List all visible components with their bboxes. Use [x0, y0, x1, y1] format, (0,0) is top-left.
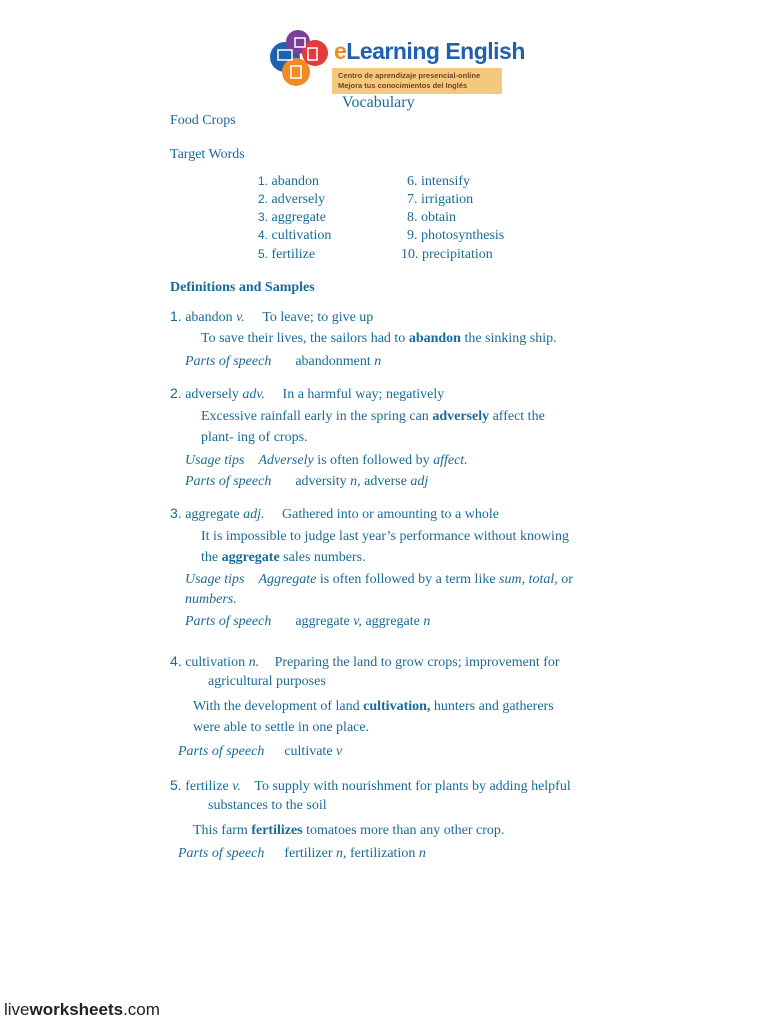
target-word-7: 7. irrigation [407, 192, 474, 207]
entry-4-sample-line2: were able to settle in one place. [193, 720, 370, 735]
entry-1-headline: 1. abandon v. To leave; to give up [170, 308, 374, 325]
entry-4-parts: Parts of speech cultivate v [178, 744, 343, 759]
entry-5-sample: This farm fertilizes tomatoes more than any other crop. [193, 823, 505, 838]
target-words-heading: Target Words [170, 147, 245, 162]
entry-3-usage-line2: numbers. [185, 592, 237, 607]
target-word-5: 5. fertilize [258, 247, 316, 262]
definitions-heading: Definitions and Samples [170, 280, 315, 295]
logo-tagline-2: Mejora tus conocimientos del Inglés [338, 81, 468, 90]
entry-5-headline: 5. fertilize v. To supply with nourishment for plants by adding helpful [170, 777, 571, 794]
logo-devices-icon [274, 34, 328, 84]
target-word-1: 1. abandon [258, 174, 319, 189]
target-word-2: 2. adversely [258, 192, 326, 207]
entry-4-sample-line1: With the development of land cultivation, hunters and gatherers [193, 699, 554, 714]
topic-label: Food Crops [170, 113, 236, 128]
page-title: Vocabulary [342, 94, 415, 111]
entry-2-sample-line1: Excessive rainfall early in the spring can adversely affect the [201, 409, 545, 424]
entry-3-sample-line2: the aggregate sales numbers. [201, 550, 366, 565]
target-word-4: 4. cultivation [258, 228, 332, 243]
entry-3-usage: Usage tips Aggregate is often followed by a term like sum, total, or [185, 572, 573, 587]
entry-2-usage: Usage tips Adversely is often followed by affect. [185, 453, 468, 468]
elearning-english-logo [266, 28, 525, 96]
target-word-9: 9. photosynthesis [407, 228, 505, 243]
target-word-6: 6. intensify [407, 174, 470, 189]
entry-2-parts: Parts of speech adversity n, adverse adj [185, 474, 429, 489]
entry-5-definition-line2: substances to the soil [208, 798, 327, 813]
entry-3-headline: 3. aggregate adj. Gathered into or amounting to a whole [170, 505, 499, 522]
entry-1-sample: To save their lives, the sailors had to abandon the sinking ship. [201, 331, 557, 346]
logo-tagline-1: Centro de aprendizaje presencial-online [338, 71, 481, 80]
entry-2-sample-line2: plant- ing of crops. [201, 430, 308, 445]
entry-4-headline: 4. cultivation n. Preparing the land to grow crops; improvement for [170, 653, 560, 670]
logo-brand-text: eLearning English [334, 38, 525, 64]
entry-5-parts: Parts of speech fertilizer n, fertilization n [178, 846, 426, 861]
entry-3-parts: Parts of speech aggregate v, aggregate n [185, 614, 431, 629]
entry-4-definition-line2: agricultural purposes [208, 674, 326, 689]
entry-2-headline: 2. adversely adv. In a harmful way; negatively [170, 385, 445, 402]
target-word-3: 3. aggregate [258, 210, 326, 225]
entry-3-sample-line1: It is impossible to judge last year’s performance without knowing [201, 529, 569, 544]
target-word-10: 10. precipitation [401, 247, 493, 262]
liveworksheets-footer: liveworksheets.com [4, 1000, 160, 1019]
target-word-8: 8. obtain [407, 210, 456, 225]
entry-1-parts: Parts of speech abandonment n [185, 354, 382, 369]
